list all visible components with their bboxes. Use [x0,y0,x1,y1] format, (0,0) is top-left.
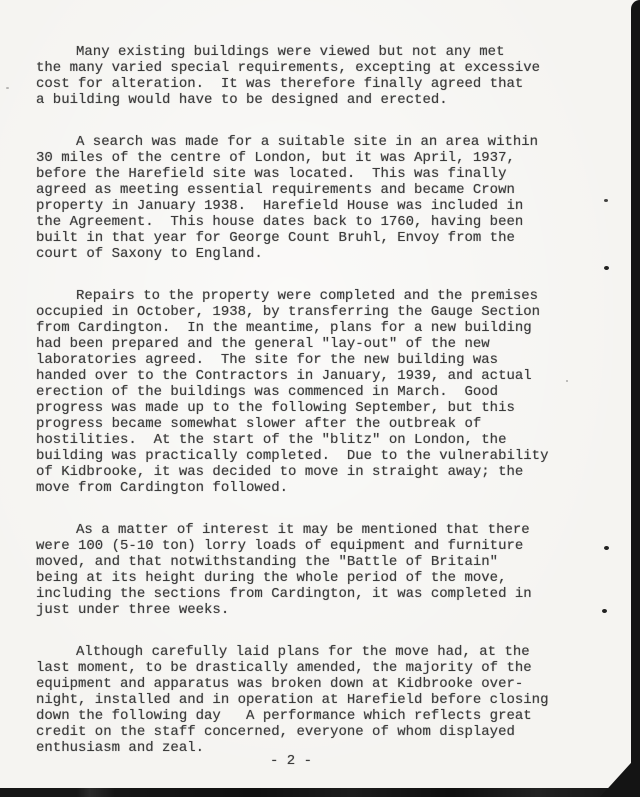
text-line: just under three weeks. [36,602,230,618]
text-line: building was practically completed. Due to the vulnerability [36,448,549,464]
text-line: credit on the staff concerned, everyone of whom displayed [36,724,515,740]
text-line: occupied in October, 1938, by transferring the Gauge Section [36,304,541,320]
text-line: built in that year for George Count Bruhl, Envoy from the [36,230,515,246]
text-line: laboratories agreed. The site for the new building was [36,352,499,368]
document-body [36,44,558,782]
text-line: being at its height during the whole period of the move, [36,570,507,586]
text-line: move from Cardington followed. [36,480,289,496]
ink-speck [441,70,444,72]
text-line: handed over to the Contractors in January, 1939, and actual [36,368,532,384]
text-line: enthusiasm and zeal. [36,740,205,756]
paragraph-2 [36,134,558,262]
text-line: hostilities. At the start of the "blitz" on London, the [36,432,507,448]
text-line: As a matter of interest it may be mentioned that there [76,522,530,538]
text-line: night, installed and in operation at Harefield before closing [36,692,549,708]
text-line: the many varied special requirements, excepting at excessive [36,60,541,76]
ink-speck [604,266,609,270]
text-line: last moment, to be drastically amended, the majority of the [36,660,532,676]
text-line: were 100 (5-10 ton) lorry loads of equipment and furniture [36,538,524,554]
text-line: court of Saxony to England. [36,246,263,262]
text-line: a building would have to be designed and erected. [36,92,448,108]
scan-edge-bottom [0,788,640,797]
ink-speck [6,87,9,89]
page-number: - 2 - [269,753,312,769]
paragraph-4 [36,522,558,618]
text-line: erection of the buildings was commenced in March. Good [36,384,499,400]
paragraph-5 [36,644,558,756]
text-line: from Cardington. In the meantime, plans for a new building [36,320,532,336]
ink-speck [604,199,608,202]
text-line: equipment and apparatus was broken down at Kidbrooke over- [36,676,524,692]
ink-speck [604,546,609,550]
text-line: Repairs to the property were completed and the premises [76,288,539,304]
text-line: before the Harefield site was located. This was finally [36,166,507,182]
text-line: property in January 1938. Harefield House was included in [36,198,524,214]
text-line: down the following day A performance which reflects great [36,708,532,724]
text-line: including the sections from Cardington, it was completed in [36,586,532,602]
paragraph-3 [36,288,558,496]
paragraph-1 [36,44,558,108]
text-line: moved, and that notwithstanding the "Battle of Britain" [36,554,499,570]
scan-edge-right [631,0,640,797]
text-line: of Kidbrooke, it was decided to move in straight away; the [36,464,524,480]
ink-speck [602,609,607,613]
text-line: had been prepared and the general "lay-out" of the new [36,336,490,352]
scan-corner-wedge [600,753,640,797]
text-line: cost for alteration. It was therefore finally agreed that [36,76,524,92]
text-line: the Agreement. This house dates back to 1760, having been [36,214,524,230]
text-line: Although carefully laid plans for the move had, at the [76,644,530,660]
text-line: Many existing buildings were viewed but not any met [76,44,505,60]
text-line: 30 miles of the centre of London, but it was April, 1937, [36,150,515,166]
text-line: progress was made up to the following September, but this [36,400,515,416]
text-line: A search was made for a suitable site in an area within [76,134,539,150]
text-line: progress became somewhat slower after the outbreak of [36,416,482,432]
ink-speck [566,380,568,382]
text-line: agreed as meeting essential requirements and became Crown [36,182,515,198]
